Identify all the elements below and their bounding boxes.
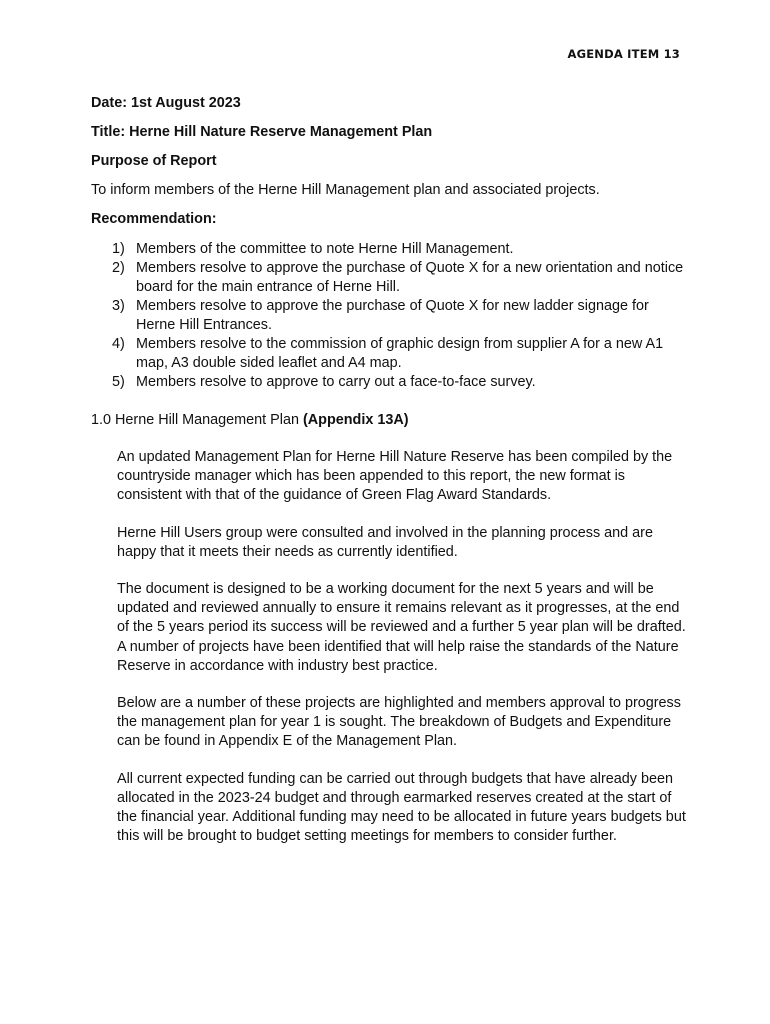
section-heading-text: 1.0 Herne Hill Management Plan [91, 412, 303, 428]
body-paragraph: All current expected funding can be carried out through budgets that have already been allocated in the 2023-24 budget and through earmarked reserves created at the start of the financial year. Additional funding may need to be allocated in future years budgets but this will be brought to budget setting meetings for members to consider further. [117, 770, 686, 845]
agenda-item-label: AGENDA ITEM 13 [567, 47, 680, 61]
recommendation-item [91, 373, 691, 392]
body-paragraph: The document is designed to be a working document for the next 5 years and will be updated and reviewed annually to ensure it remains relevant as it progresses, at the end of the 5 years period its success will be reviewed and a further 5 year plan will be drafted. A number of projects have been identified that will help raise the standards of the Nature Reserve in accordance with industry best practice. [117, 581, 686, 674]
section-heading [91, 412, 409, 428]
recommendation-text: Members of the committee to note Herne Hill Management. [136, 241, 514, 257]
body-paragraph: An updated Management Plan for Herne Hill Nature Reserve has been compiled by the countryside manager which has been appended to this report, the new format is consistent with that of the guidance of Green Flag Award Standards. [117, 449, 673, 504]
recommendation-heading: Recommendation: [91, 211, 217, 227]
body-paragraph: Below are a number of these projects are highlighted and members approval to progress the management plan for year 1 is sought. The breakdown of Budgets and Expenditure can be found in Appendix E of the Management Plan. [117, 695, 681, 750]
recommendation-number: 2) [112, 260, 125, 276]
recommendation-text: Members resolve to the commission of graphic design from supplier A for a new A1 map, A3 double sided leaflet and A4 map. [136, 336, 664, 371]
recommendation-item [91, 335, 691, 373]
recommendation-number: 4) [112, 336, 125, 352]
recommendation-text: Members resolve to approve to carry out a face-to-face survey. [136, 374, 536, 390]
report-title: Title: Herne Hill Nature Reserve Management Plan [91, 124, 433, 140]
recommendation-item [91, 259, 691, 297]
recommendation-number: 1) [112, 241, 125, 257]
appendix-reference: (Appendix 13A) [302, 412, 409, 428]
purpose-text: To inform members of the Herne Hill Management plan and associated projects. [91, 182, 600, 198]
report-date: Date: 1st August 2023 [91, 95, 241, 111]
recommendation-list [91, 240, 691, 392]
recommendation-text: Members resolve to approve the purchase of Quote X for new ladder signage for Herne Hill Entrances. [136, 298, 649, 333]
section-body [117, 448, 689, 864]
recommendation-number: 5) [112, 374, 125, 390]
purpose-heading: Purpose of Report [91, 153, 217, 169]
recommendation-item [91, 297, 691, 335]
body-paragraph: Herne Hill Users group were consulted and involved in the planning process and are happy that it meets their needs as currently identified. [117, 524, 653, 560]
recommendation-text: Members resolve to approve the purchase of Quote X for a new orientation and notice board for the main entrance of Herne Hill. [136, 260, 684, 295]
recommendation-number: 3) [112, 298, 125, 314]
recommendation-item [91, 240, 691, 259]
